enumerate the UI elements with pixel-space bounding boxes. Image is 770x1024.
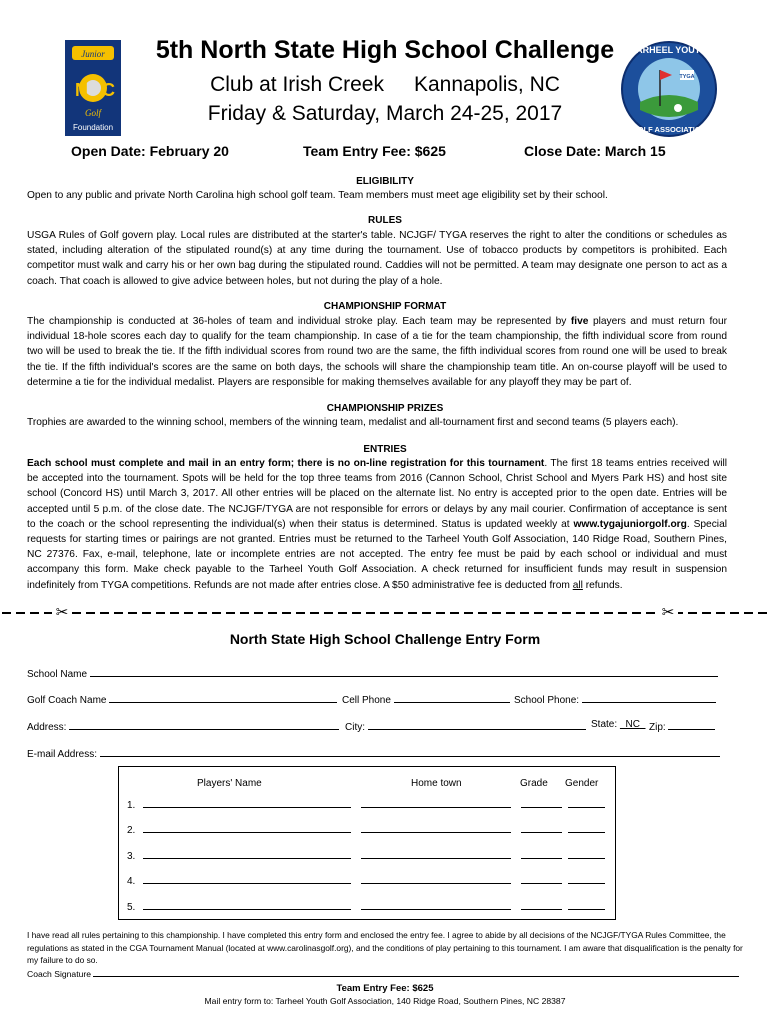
event-dates: Friday & Saturday, March 24-25, 2017 — [207, 102, 563, 125]
entry-fee: Team Entry Fee: $625 — [303, 143, 446, 159]
player-row[interactable] — [127, 848, 605, 862]
home-town-input[interactable] — [361, 873, 511, 884]
cell-phone-field[interactable]: Cell Phone — [342, 692, 510, 706]
players-table — [118, 766, 616, 920]
col-gender: Gender — [565, 778, 599, 789]
logo-foundation-text: Foundation — [72, 123, 114, 132]
footer-fee: Team Entry Fee: $625 — [336, 983, 434, 994]
format-body: The championship is conducted at 36-holes of team and individual stroke play. Each team may be represented by five players and must return four individual 18-hole scores each day to qualify for the team championship. In case of a tie for the team championship, the fifth individual score from round two will be used to break the tie. If the fifth individual scores from round two are the same, the fifth individual scores from round one will be used to break the tie. If the fifth individual's scores are the same on both days, the schools will share the championship team title. An on-course playoff will be used to determine a tie for the individual medalist. Players are responsible for making themselves available for any playoff they may be part of. — [27, 316, 728, 388]
home-town-input[interactable] — [361, 848, 511, 859]
player-row-number: 1. — [127, 800, 136, 811]
player-name-input[interactable] — [143, 848, 351, 859]
scissors-icon: ✂ — [661, 604, 675, 620]
player-row[interactable] — [127, 797, 605, 811]
gender-input[interactable] — [568, 899, 605, 910]
grade-input[interactable] — [521, 822, 562, 833]
gender-input[interactable] — [568, 848, 605, 859]
eligibility-body: Open to any public and private North Carolina high school golf team. Team members must meet age eligibility set by their school. — [27, 190, 608, 201]
tyga-badge: TYGA — [679, 74, 695, 80]
address-field[interactable]: Address: — [27, 719, 339, 733]
footer-mail: Mail entry form to: Tarheel Youth Golf Association, 140 Ridge Road, Southern Pines, NC 28387 — [204, 996, 566, 1006]
eligibility-heading: ELIGIBILITY — [356, 176, 414, 187]
gender-input[interactable] — [568, 797, 605, 808]
event-venue — [0, 73, 770, 97]
tyga-bottom-text: GOLF ASSOCIATION — [631, 125, 707, 134]
event-title: 5th North State High School Challenge — [155, 36, 615, 64]
website-link[interactable]: www.tygajuniorgolf.org — [573, 518, 687, 530]
player-name-input[interactable] — [143, 822, 351, 833]
rules-heading: RULES — [368, 215, 402, 226]
player-row[interactable] — [127, 873, 605, 887]
player-row-number: 5. — [127, 902, 136, 913]
scissors-icon: ✂ — [55, 604, 69, 620]
entries-heading: ENTRIES — [363, 444, 407, 455]
entry-form-title: North State High School Challenge Entry Form — [229, 631, 541, 647]
player-row[interactable] — [127, 899, 605, 913]
player-row-number: 3. — [127, 851, 136, 862]
certification-text: I have read all rules pertaining to this championship. I have completed this entry form and enclosed the entry fee. I agree to abide by all decisions of the NCJGF/TYGA Rules Committee, the regulations as stated in the CGA Tournament Manual (located at www.carolinasgolf.org), and the conditions of play pertaining to this tournament. I am aware that disqualification is the penalty for my failure to do so. — [27, 930, 743, 966]
svg-text:N: N — [75, 80, 88, 100]
golf-coach-field[interactable]: Golf Coach Name — [27, 692, 337, 706]
home-town-input[interactable] — [361, 822, 511, 833]
grade-input[interactable] — [521, 873, 562, 884]
grade-input[interactable] — [521, 899, 562, 910]
col-grade: Grade — [520, 778, 548, 789]
player-row-number: 4. — [127, 876, 136, 887]
entries-body: Each school must complete and mail in an entry form; there is no on-line registration for this tournament. The first 18 teams entries received will be accepted into the tournament. Spots will be held for the top three teams from 2016 (Cannon School, Christ School and Myers Park HS) and host site school (Concord HS) until March 3, 2017. All other entries will be placed on the alternate list. No entry is accepted prior to the open date. Entries will be accepted until 5 p.m. of the close date. The NCJGF/TYGA are not responsible for errors or delays by any mail courier. Confirmation of acceptance is sent to the coach or the school representing the individual(s) when their status is determined. Status is updated weekly at www.tygajuniorgolf.org. Special requests for starting times or pairings are not granted. Entries must be returned to the Tarheel Youth Golf Association, 140 Ridge Road, Southern Pines, NC 27376. Fax, e-mail, telephone, late or incomplete entries are not accepted. The entry fee must be paid by each school or individual and must accompany this form. Make check payable to the Tarheel Youth Golf Association. A check returned for insufficient funds may result in suspension indefinitely from TYGA competitions. Refunds are not made after entries close. A $50 administrative fee is deducted from all refunds. — [27, 458, 727, 591]
home-town-input[interactable] — [361, 797, 511, 808]
gender-input[interactable] — [568, 873, 605, 884]
player-row[interactable] — [127, 822, 605, 836]
venue-city: Kannapolis, NC — [413, 73, 560, 96]
player-row-number: 2. — [127, 825, 136, 836]
grade-input[interactable] — [521, 848, 562, 859]
school-phone-field[interactable]: School Phone: — [514, 692, 716, 706]
open-date: Open Date: February 20 — [71, 143, 229, 159]
coach-signature-field[interactable]: Coach Signature — [27, 968, 739, 979]
logo-top-text: Junior — [81, 49, 105, 59]
close-date: Close Date: March 15 — [524, 143, 666, 159]
school-name-field[interactable]: School Name — [27, 666, 718, 680]
gender-input[interactable] — [568, 822, 605, 833]
city-field[interactable]: City: — [345, 719, 586, 733]
home-town-input[interactable] — [361, 899, 511, 910]
player-name-input[interactable] — [143, 873, 351, 884]
player-name-input[interactable] — [143, 899, 351, 910]
state-field[interactable]: State: NC — [591, 719, 640, 730]
cut-line — [0, 604, 770, 620]
email-field[interactable]: E-mail Address: — [27, 746, 720, 760]
player-name-input[interactable] — [143, 797, 351, 808]
rules-body: USGA Rules of Golf govern play. Local rules are distributed at the starter's table. NCJGF/ TYGA reserves the right to alter the conditions or schedules as stated, including alteration of the stipulated round(s) at any time during the tournament. Use of tobacco products by competitors is prohibited. Each competitor must walk and carry his or her own bag during the stipulated round. Caddies will not be permitted. A team may designate one person to act as a coach. That coach is allowed to give advice between holes, but not during the play of a hole. — [27, 230, 727, 287]
state-value: NC — [625, 719, 640, 730]
col-players-name: Players' Name — [197, 778, 262, 789]
format-heading: CHAMPIONSHIP FORMAT — [323, 301, 447, 312]
prizes-heading: CHAMPIONSHIP PRIZES — [326, 403, 444, 414]
col-home-town: Home town — [411, 778, 462, 789]
grade-input[interactable] — [521, 797, 562, 808]
prizes-body: Trophies are awarded to the winning school, members of the winning team, medalist and all-tournament first and second teams (5 players each). — [27, 417, 679, 428]
svg-text:C: C — [102, 80, 115, 100]
zip-field[interactable]: Zip: — [649, 719, 715, 733]
venue-club: Club at Irish Creek — [210, 73, 384, 96]
logo-bottom-text: Golf — [84, 108, 102, 118]
tyga-top-text: TARHEEL YOUTH — [631, 45, 707, 55]
